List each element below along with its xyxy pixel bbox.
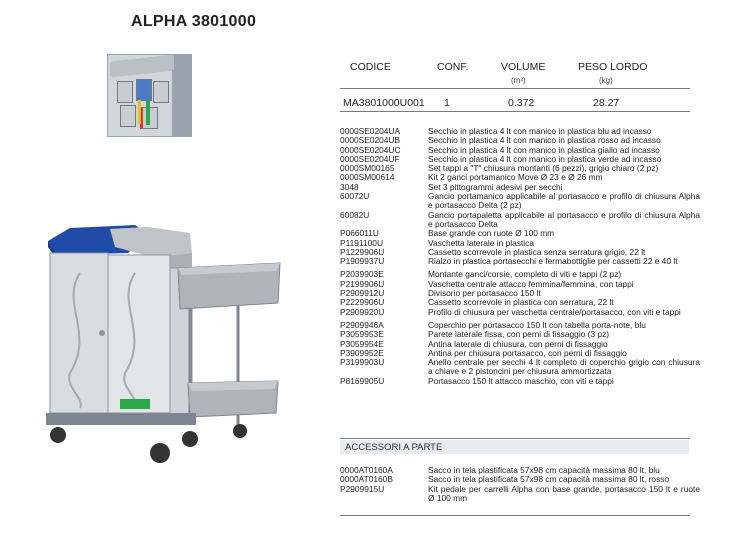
cell-conf: 1 (444, 97, 450, 109)
header-peso-lordo: PESO LORDO (578, 61, 648, 73)
list-item: 60072U Gancio portamanico applicabile al portasacco e profilo di chiusura Alpha e portasacco Delta (2 pz) (340, 191, 700, 211)
list-item: 0000SM00165 Set tappi a "T" chiusura montanti (6 pezzi), grigio chiaro (2 pz) (340, 163, 659, 174)
header-volume: VOLUME (501, 61, 546, 73)
list-item: P066011U Base grande con ruote Ø 100 mm (340, 228, 555, 239)
list-item: P2039903E Montante ganci/corsie, completo di viti e tappi (2 pz) (340, 269, 622, 280)
list-item: 0000SM00614 Kit 2 ganci portamanico Move Ø 23 e Ø 26 mm (340, 172, 603, 183)
list-item: P2229906U Cassetto scorrevole in plastica con serratura, 22 lt (340, 297, 614, 308)
unit-volume: (m³) (511, 76, 526, 85)
row-divider (340, 111, 690, 112)
header-conf: CONF. (437, 61, 469, 73)
unit-peso: (kg) (599, 76, 613, 85)
list-item: 3048 Set 3 pittogrammi adesivi per secchi (340, 181, 563, 192)
list-item: P3199903U Anello centrale per secchi 4 lt completo di coperchio grigio con chiusura a chiave e 2 pistoncini per chiusura ammortizzata (340, 357, 700, 377)
header-divider (340, 88, 690, 89)
list-item: P3059954E Antina laterale di chiusura, con perni di fissaggio (340, 338, 608, 349)
list-item: 0000SE0204UC Secchio in plastica 4 lt con manico in plastica giallo ad incasso (340, 144, 660, 155)
accessori-title: ACCESSORI A PARTE (345, 442, 443, 453)
list-item: P1191100U Vaschetta laterale in plastica (340, 237, 534, 248)
list-item: P2199906U Vaschetta centrale attacco femmina/femmina, con tappi (340, 278, 634, 289)
list-item: P1909937U Rialzo in plastica portasecchi e fermabottiglie per cassetti 22 e 40 lt (340, 256, 678, 267)
list-item: 0000AT0160B Sacco in tela plastificata 57x98 cm capacità massima 80 lt, rosso (340, 474, 670, 485)
list-item: 0000AT0160A Sacco in tela plastificata 57x98 cm capacità massima 80 lt, blu (340, 465, 660, 475)
accessori-list (340, 466, 700, 503)
list-item: P8169905U Portasacco 150 lt attacco maschio, con viti e tappi (340, 375, 614, 386)
list-item: 0000SE0204UA Secchio in plastica 4 lt con manico in plastica blu ad incasso (340, 126, 652, 136)
list-item: 0000SE0204UF Secchio in plastica 4 lt con manico in plastica verde ad incasso (340, 153, 662, 164)
list-item: 0000SE0204UB Secchio in plastica 4 lt con manico in plastica rosso ad incasso (340, 135, 661, 146)
cell-peso: 28.27 (593, 97, 620, 109)
bucket-ring-photo (107, 54, 192, 137)
list-item: P3909952E Antina per chiusura portasacco, con perni di fissaggio (340, 347, 627, 358)
list-item: P2909920U Profilo di chiusura per vaschetta centrale/portasacco, con viti e tappi (340, 306, 681, 317)
list-item: P2909912U Divisorio per portasacco 150 lt (340, 288, 541, 299)
header-codice: CODICE (350, 61, 391, 73)
cell-codice: MA3801000U001 (343, 97, 425, 109)
list-item: P3059953E Parete laterale fissa, con perni di fissaggio (3 pz) (340, 329, 610, 340)
list-item: P1229906U Cassetto scorrevole in plastica senza serratura grigio, 22 lt (340, 246, 646, 257)
trolley-photo (40, 213, 297, 467)
product-title: ALPHA 3801000 (131, 13, 257, 30)
list-item: P2909946A Coperchio per portasacco 150 lt con tabella porta-note, blu (340, 319, 646, 330)
bottom-divider (340, 515, 690, 516)
list-item: P2909915U Kit pedale per carrelli Alpha con base grande, portasacco 150 lt e ruote Ø 100 mm (340, 483, 700, 503)
cell-volume: 0.372 (508, 97, 535, 109)
list-item: 60082U Gancio portapaletta applicabile al portasacco e profilo di chiusura Alpha e portasacco Delta (340, 209, 700, 229)
accessori-top-divider (340, 438, 690, 439)
parts-list (340, 127, 700, 386)
